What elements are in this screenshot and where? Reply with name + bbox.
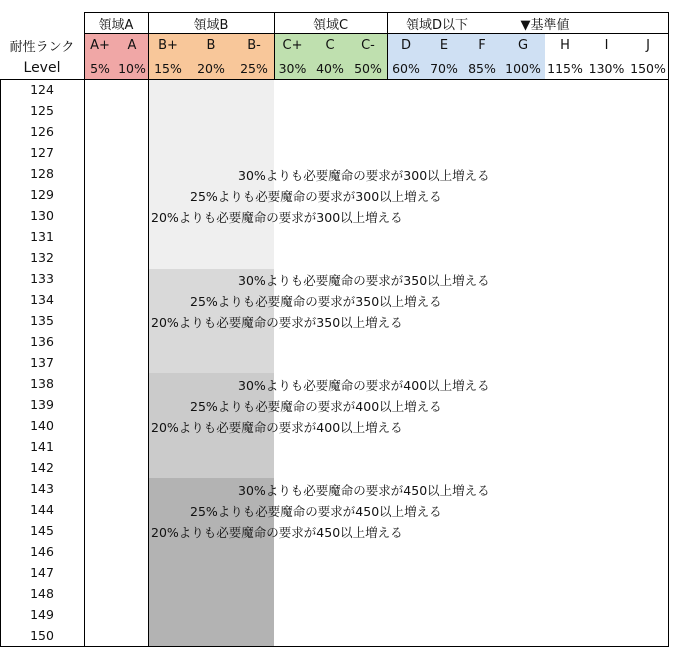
- level-139: 139: [30, 397, 54, 412]
- level-131: 131: [30, 229, 54, 244]
- note-25pct-450: 25%よりも必要魔命の要求が450以上増える: [190, 504, 442, 519]
- rank-h: H: [560, 37, 570, 53]
- border-top-header: [84, 12, 669, 13]
- note-20pct-450: 20%よりも必要魔命の要求が450以上増える: [151, 525, 403, 540]
- level-127: 127: [30, 145, 54, 160]
- rank-a-plus: A+: [90, 37, 110, 53]
- level-138: 138: [30, 376, 54, 391]
- level-142: 142: [30, 460, 54, 475]
- percent-c-plus: 30%: [278, 60, 307, 76]
- note-30pct-350: 30%よりも必要魔命の要求が350以上増える: [238, 273, 490, 288]
- level-141: 141: [30, 439, 54, 454]
- percent-e: 70%: [430, 60, 458, 76]
- level-149: 149: [30, 607, 54, 622]
- border-region-b-c: [274, 12, 275, 79]
- percent-i: 130%: [588, 60, 625, 76]
- rank-c: C: [325, 37, 335, 53]
- rank-d: D: [400, 37, 411, 53]
- percent-c: 40%: [316, 60, 344, 76]
- border-region-a-b: [148, 12, 149, 647]
- percent-c-minus: 50%: [354, 60, 382, 76]
- level-126: 126: [30, 124, 54, 139]
- level-146: 146: [30, 544, 54, 559]
- level-124: 124: [30, 82, 54, 97]
- level-137: 137: [30, 355, 54, 370]
- rank-b: B: [206, 37, 216, 53]
- percent-f: 85%: [468, 60, 496, 76]
- level-134: 134: [30, 292, 54, 307]
- border-region-c-d: [387, 12, 388, 79]
- note-20pct-300: 20%よりも必要魔命の要求が300以上増える: [151, 210, 403, 225]
- note-20pct-350: 20%よりも必要魔命の要求が350以上増える: [151, 315, 403, 330]
- group-header-b: 領域B: [193, 17, 229, 33]
- level-136: 136: [30, 334, 54, 349]
- percent-j: 150%: [630, 60, 666, 76]
- percent-d: 60%: [392, 60, 420, 76]
- border-level-col: [84, 12, 85, 647]
- level-133: 133: [30, 271, 54, 286]
- rank-f: F: [478, 37, 486, 53]
- rank-j: J: [646, 37, 650, 53]
- group-header-c: 領域C: [312, 17, 349, 33]
- note-25pct-350: 25%よりも必要魔命の要求が350以上増える: [190, 294, 442, 309]
- level-125: 125: [30, 103, 54, 118]
- level-147: 147: [30, 565, 54, 580]
- percent-g: 100%: [505, 60, 541, 76]
- group-header-d: 領域D以下: [405, 17, 468, 33]
- rank-c-plus: C+: [282, 37, 303, 53]
- level-143: 143: [30, 481, 54, 496]
- note-20pct-400: 20%よりも必要魔命の要求が400以上増える: [151, 420, 403, 435]
- level-row-label: Level: [23, 60, 61, 76]
- percent-a-plus: 5%: [90, 60, 110, 76]
- border-right: [668, 12, 669, 647]
- group-header-a: 領域A: [98, 17, 134, 33]
- border-under-groups: [84, 33, 669, 34]
- rank-b-minus: B-: [247, 37, 261, 53]
- border-left: [0, 79, 1, 647]
- level-140: 140: [30, 418, 54, 433]
- note-30pct-450: 30%よりも必要魔命の要求が450以上増える: [238, 483, 490, 498]
- level-128: 128: [30, 166, 54, 181]
- note-25pct-300: 25%よりも必要魔命の要求が300以上増える: [190, 189, 442, 204]
- percent-b: 20%: [197, 60, 225, 76]
- percent-b-minus: 25%: [240, 60, 268, 76]
- percent-h: 115%: [547, 60, 583, 76]
- percent-a: 10%: [118, 60, 146, 76]
- rank-a: A: [127, 37, 137, 53]
- level-148: 148: [30, 586, 54, 601]
- level-130: 130: [30, 208, 54, 223]
- level-129: 129: [30, 187, 54, 202]
- rank-c-minus: C-: [361, 37, 375, 53]
- percent-b-plus: 15%: [154, 60, 182, 76]
- rank-i: I: [604, 37, 609, 53]
- rank-g: G: [517, 37, 529, 53]
- level-144: 144: [30, 502, 54, 517]
- border-bottom: [0, 646, 669, 647]
- border-under-header: [0, 79, 669, 80]
- level-132: 132: [30, 250, 54, 265]
- note-25pct-400: 25%よりも必要魔命の要求が400以上増える: [190, 399, 442, 414]
- level-150: 150: [30, 628, 54, 643]
- level-135: 135: [30, 313, 54, 328]
- group-header-baseline: ▼基準値: [520, 17, 570, 33]
- rank-b-plus: B+: [158, 37, 178, 53]
- note-30pct-300: 30%よりも必要魔命の要求が300以上増える: [238, 168, 490, 183]
- note-30pct-400: 30%よりも必要魔命の要求が400以上増える: [238, 378, 490, 393]
- rank-e: E: [439, 37, 449, 53]
- level-145: 145: [30, 523, 54, 538]
- rank-row-label: 耐性ランク: [9, 39, 75, 55]
